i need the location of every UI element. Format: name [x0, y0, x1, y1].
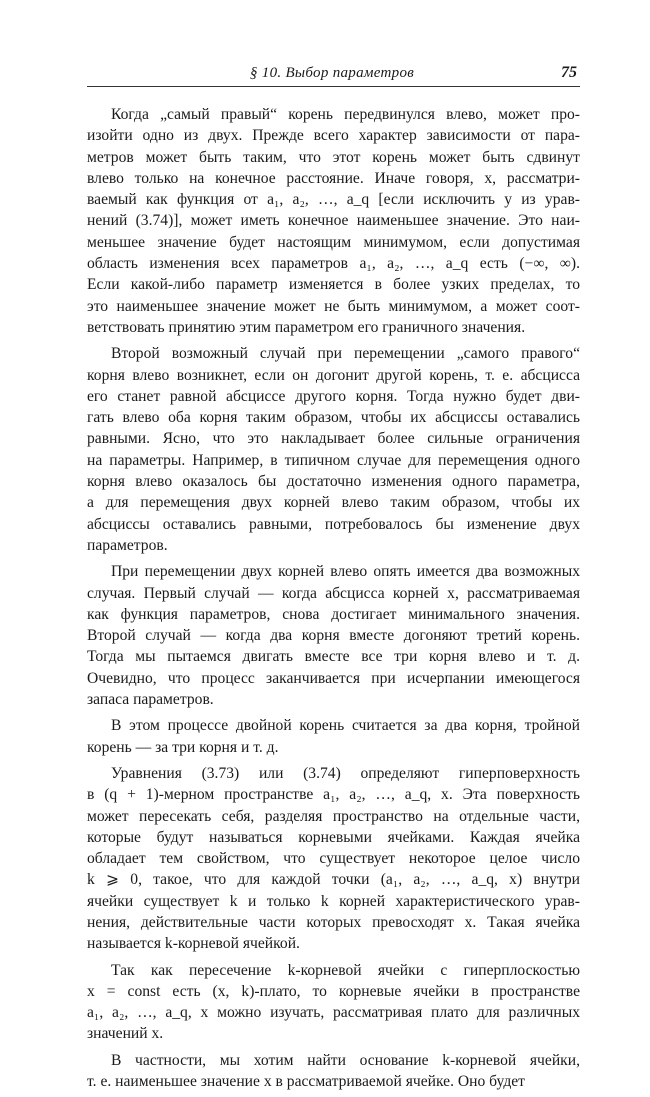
text-line: изойти одно из двух. Прежде всего характер зависимости от пара- [87, 127, 580, 145]
header-rule [87, 86, 580, 87]
text-line: случая. Первый случай — когда абсцисса корней x, рассматриваемая [87, 584, 580, 602]
text-line: на параметры. Например, в типичном случае для перемещения одного [87, 451, 580, 469]
text-line: параметров. [87, 536, 168, 554]
text-line: Тогда мы пытаемся двигать вместе все три корня влево и т. д. [87, 648, 580, 666]
text-line: Когда „самый правый“ корень передвинулся влево, может про- [111, 106, 580, 123]
text-line: нений (3.74)], может иметь конечное наименьшее значение. Это наи- [87, 212, 580, 230]
text-line: x = const есть (x, k)-плато, то корневые ячейки в пространстве [87, 982, 580, 1000]
text-line: как функция параметров, снова достигает минимального значения. [87, 605, 580, 623]
page-number: 75 [561, 64, 577, 81]
text-line: корень — за три корня и т. д. [87, 738, 279, 756]
paragraph [87, 104, 580, 338]
text-line: абсциссы оставались равными, потребовалось бы изменение двух [87, 515, 580, 533]
text-line: Если какой-либо параметр изменяется в более узких пределах, то [87, 276, 580, 294]
text-line: гать влево оба корня таким образом, чтобы их абсциссы оставались [87, 409, 580, 427]
paragraph [87, 343, 580, 556]
text-line: ваемый как функция от a₁, a₂, …, a_q [если исключить y из урав- [87, 191, 580, 209]
paragraph [87, 561, 580, 710]
text-line: которые будут называться корневыми ячейками. Каждая ячейка [87, 828, 580, 846]
paragraph [87, 763, 580, 955]
text-line: меньшее значение будет настоящим минимумом, если допустимая [87, 233, 580, 251]
body-text [87, 104, 580, 1097]
paragraph [87, 715, 580, 758]
text-line: Второй возможный случай при перемещении „самого правого“ [111, 345, 580, 363]
text-line: метров может быть таким, что этот корень может быть сдвинут [87, 148, 580, 166]
text-line: его станет равной абсциссе другого корня. Тогда нужно будет дви- [87, 387, 580, 405]
text-line: может пересекать себя, разделяя пространство на отдельные части, [87, 807, 580, 825]
text-line: ветствовать принятию этим параметром его граничного значения. [87, 318, 526, 336]
text-line: Очевидно, что процесс заканчивается при исчерпании имеющегося [87, 669, 580, 687]
text-line: значений x. [87, 1025, 164, 1043]
text-line: т. е. наименьшее значение x в рассматриваемой ячейке. Оно будет [87, 1073, 526, 1091]
paragraph [87, 1050, 580, 1093]
text-line: область изменения всех параметров a₁, a₂, …, a_q есть (−∞, ∞). [87, 255, 580, 273]
text-line: ячейки существует k и только k корней характеристического урав- [87, 892, 580, 910]
text-line: В частности, мы хотим найти основание k-корневой ячейки, [111, 1051, 580, 1069]
text-line: в (q + 1)-мерном пространстве a₁, a₂, …, a_q, x. Эта поверхность [87, 786, 580, 804]
text-line: При перемещении двух корней влево опять имеется два возможных [111, 563, 580, 581]
text-line: запаса параметров. [87, 691, 214, 709]
text-line: нения, действительные части которых превосходят x. Такая ячейка [87, 913, 580, 931]
text-line: В этом процессе двойной корень считается за два корня, тройной [111, 717, 580, 735]
text-line: влево только на конечное расстояние. Иначе говоря, x, рассматри- [87, 169, 580, 187]
text-line: а для перемещения двух корней влево таким образом, чтобы их [87, 494, 580, 512]
text-line: корня влево возникнет, если он догонит другой корень, т. е. абсцисса [87, 366, 580, 384]
text-line: k ⩾ 0, такое, что для каждой точки (a₁, a₂, …, a_q, x) внутри [87, 871, 580, 889]
text-line: Уравнения (3.73) или (3.74) определяют гиперповерхность [111, 764, 580, 782]
text-line: Так как пересечение k-корневой ячейки с гиперплоскостью [111, 961, 580, 979]
text-line: a₁, a₂, …, a_q, x можно изучать, рассматривая плато для различных [87, 1004, 580, 1022]
text-line: называется k-корневой ячейкой. [87, 935, 300, 953]
text-line: равными. Ясно, что это накладывает более сильные ограничения [87, 430, 580, 448]
running-head [87, 62, 577, 86]
text-line: это наименьшее значение может не быть минимумом, а может соот- [87, 297, 580, 315]
section-title: § 10. Выбор параметров [249, 65, 415, 81]
text-line: Второй случай — когда два корня вместе догоняют третий корень. [87, 627, 580, 645]
text-line: корня влево оказалось бы достаточно изменения одного параметра, [87, 473, 580, 491]
text-line: обладает тем свойством, что существует некоторое целое число [87, 850, 580, 868]
paragraph [87, 960, 580, 1045]
